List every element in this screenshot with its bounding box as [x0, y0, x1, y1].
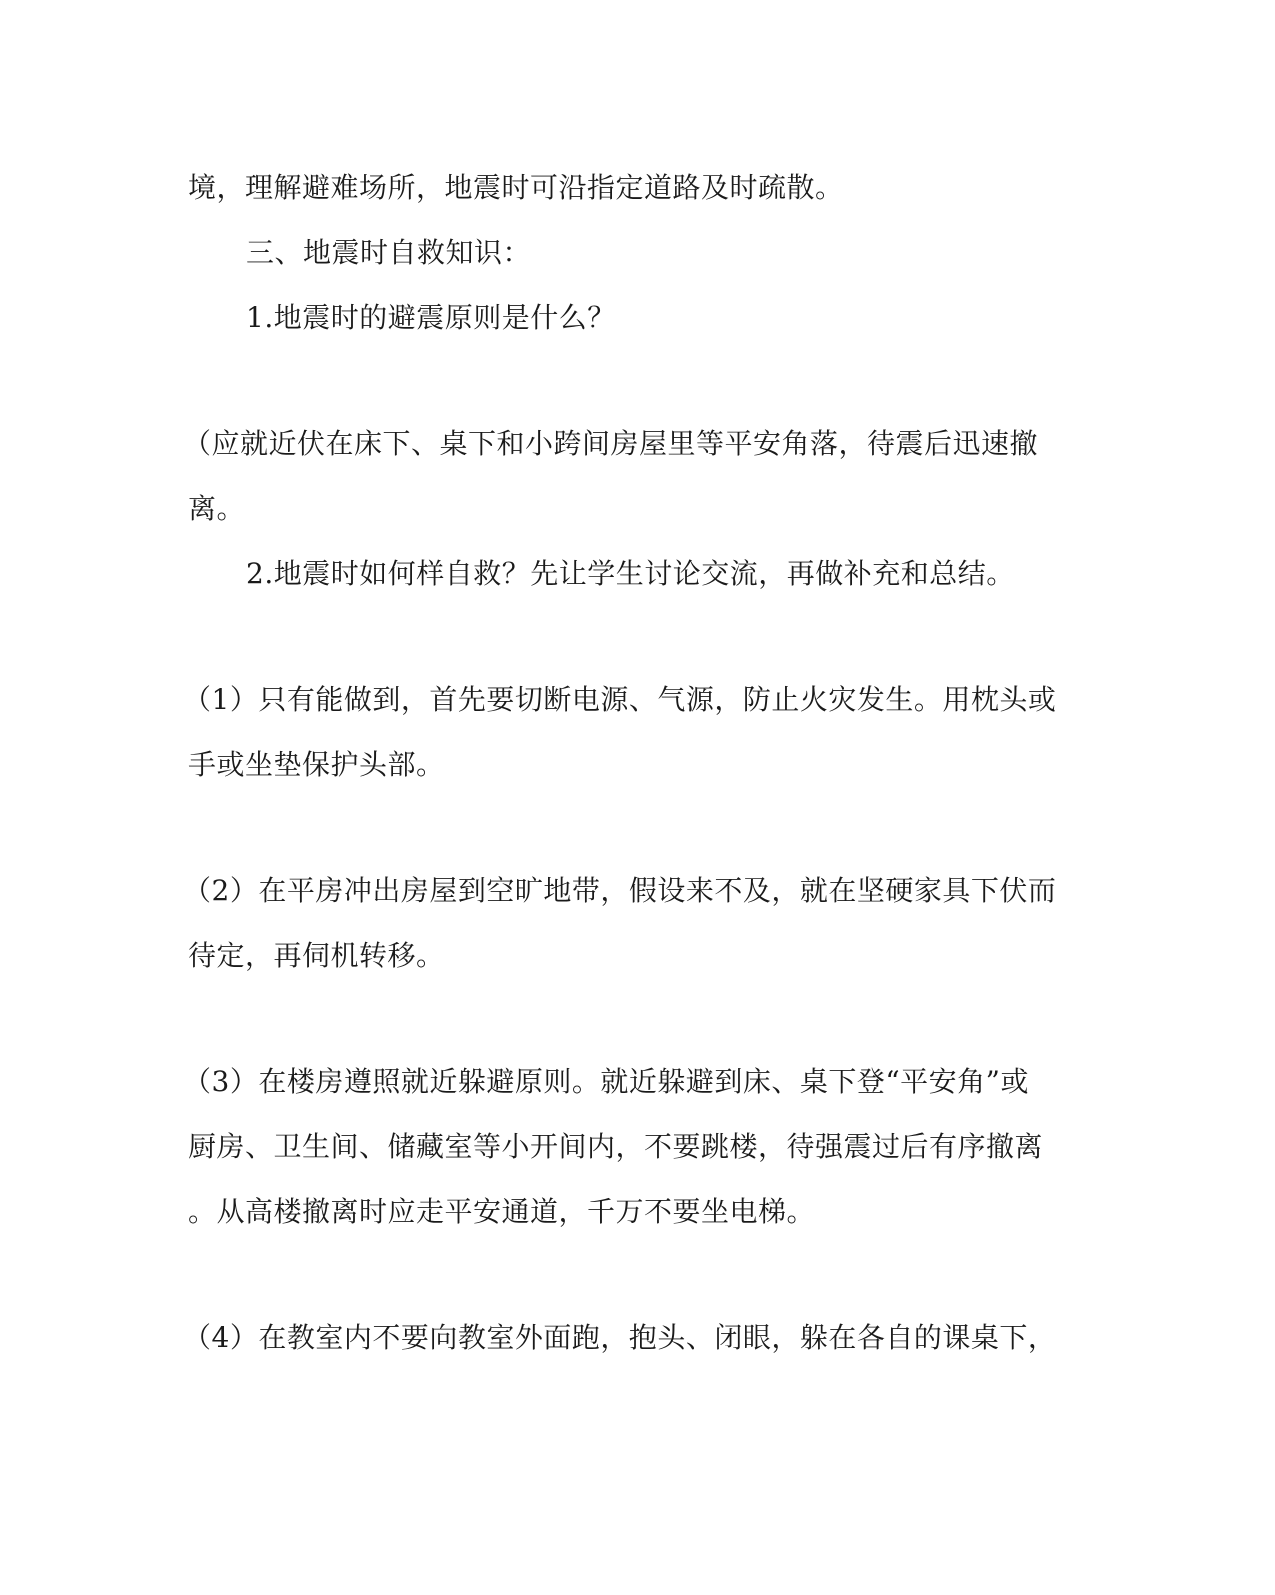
list-item-line: （4）在教室内不要向教室外面跑，抱头、闭眼，躲在各自的课桌下，: [183, 1321, 1057, 1354]
list-item-line: 。从高楼撤离时应走平安通道，千万不要坐电梯。: [188, 1195, 816, 1228]
list-item-line: （3）在楼房遵照就近躲避原则。就近躲避到床、桌下登“平安角”或: [183, 1065, 1029, 1098]
list-item-line: 厨房、卫生间、储藏室等小开间内，不要跳楼，待强震过后有序撤离: [188, 1130, 1044, 1163]
paragraph-line: 离。: [188, 492, 246, 525]
paragraph-line: （应就近伏在床下、桌下和小跨间房屋里等平安角落，待震后迅速撤: [183, 427, 1039, 460]
question-heading: 2.地震时如何样自救？先让学生讨论交流，再做补充和总结。: [246, 557, 1015, 590]
paragraph-line: 境，理解避难场所，地震时可沿指定道路及时疏散。: [188, 171, 844, 204]
question-heading: 1.地震时的避震原则是什么？: [246, 301, 616, 334]
list-item-line: （2）在平房冲出房屋到空旷地带，假设来不及，就在坚硬家具下伏而: [183, 874, 1057, 907]
list-item-line: （1）只有能做到，首先要切断电源、气源，防止火灾发生。用枕头或: [183, 683, 1057, 716]
list-item-line: 手或坐垫保护头部。: [188, 748, 445, 781]
section-heading: 三、地震时自救知识：: [246, 236, 532, 269]
list-item-line: 待定，再伺机转移。: [188, 939, 445, 972]
